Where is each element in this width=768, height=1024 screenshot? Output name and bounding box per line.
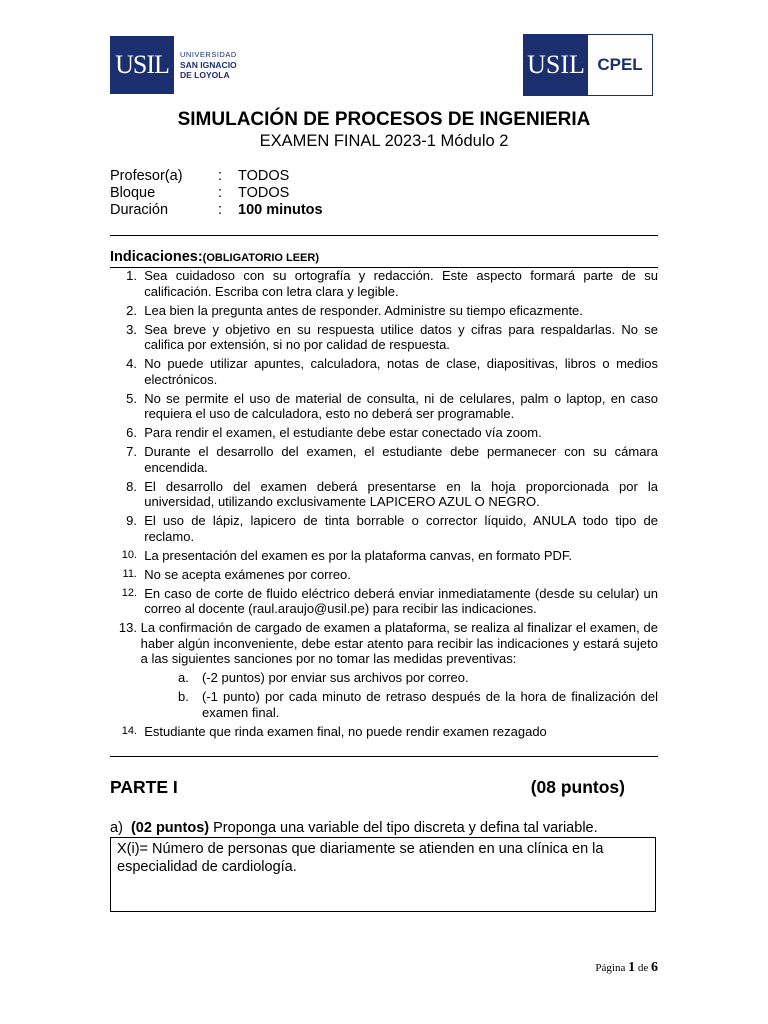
exam-meta xyxy=(110,168,323,219)
divider xyxy=(110,756,658,757)
page-footer: Página 1 de 6 xyxy=(595,960,658,975)
list-item: 11. No se acepta exámenes por correo. xyxy=(122,566,351,582)
divider xyxy=(110,235,658,236)
list-item: 6. Para rendir el examen, el estudiante debe estar conectado vía zoom. xyxy=(126,425,542,440)
exam-title: SIMULACIÓN DE PROCESOS DE INGENIERIA xyxy=(177,109,591,130)
list-sub-item: a. (-2 puntos) por enviar sus archivos por correo. xyxy=(178,670,469,685)
list-item: 9. El uso de lápiz, lapicero de tinta borrable o corrector líquido, ANULA todo tipo de reclamo. xyxy=(126,513,658,544)
list-item: 5. No se permite el uso de material de consulta, ni de celulares, palm o laptop, en caso requiera el uso de calculadora, esto no deberá ser programable. xyxy=(126,390,658,421)
indicaciones-list xyxy=(110,268,658,743)
meta-row-duracion: Duración : 100 minutos xyxy=(110,202,323,218)
meta-row-bloque: Bloque : TODOS xyxy=(110,185,290,201)
indicaciones-title: Indicaciones:(OBLIGATORIO LEER) xyxy=(110,249,319,265)
cpel-logo-mark: USIL xyxy=(524,35,588,95)
list-item: 1. Sea cuidadoso con su ortografía y redacción. Este aspecto formará parte de su calificación. Escriba con letra clara y legible. xyxy=(126,268,658,299)
parte-heading xyxy=(110,777,625,798)
list-item: 12. En caso de corte de fluido eléctrico deberá enviar inmediatamente (desde su celular) un correo al docente (raul.araujo@usil.pe) para recibir las indicaciones. xyxy=(121,585,658,616)
exam-subtitle: EXAMEN FINAL 2023-1 Módulo 2 xyxy=(259,132,509,150)
list-item: 2. Lea bien la pregunta antes de responder. Administre su tiempo eficazmente. xyxy=(126,302,583,318)
parte-points: (08 puntos) xyxy=(530,777,625,797)
list-sub-item: b. (-1 punto) por cada minuto de retraso después de la hora de finalización del examen final. xyxy=(178,689,658,720)
list-item: 14. Estudiante que rinda examen final, no puede rendir examen rezagado xyxy=(121,723,547,739)
meta-row-profesor: Profesor(a) : TODOS xyxy=(110,168,290,184)
usil-logo-text: UNIVERSIDAD SAN IGNACIO DE LOYOLA xyxy=(180,50,237,80)
answer-box[interactable]: X(i)= Número de personas que diariamente se atienden en una clínica en la especialidad de cardiología. xyxy=(110,837,656,912)
usil-logo-mark: USIL xyxy=(110,36,174,94)
list-item: 10. La presentación del examen es por la plataforma canvas, en formato PDF. xyxy=(121,547,573,563)
cpel-logo xyxy=(523,34,653,96)
list-item: 4. No puede utilizar apuntes, calculadora, notas de clase, diapositivas, libros o medios electrónicos. xyxy=(126,356,658,387)
usil-logo xyxy=(110,36,237,94)
list-item: 7. Durante el desarrollo del examen, el estudiante debe permanecer con su cámara encendida. xyxy=(126,444,658,475)
list-item: 3. Sea breve y objetivo en su respuesta utilice datos y cifras para respaldarlas. No se califica por extensión, si no por calidad de respuesta. xyxy=(126,321,658,352)
cpel-logo-label: CPEL xyxy=(597,55,643,74)
list-item: 13. La confirmación de cargado de examen a plataforma, se realiza al finalizar el examen, de haber algún inconveniente, debe estar atento para recibir las indicaciones y estará sujeto a las siguientes sanciones por no tomar las medidas preventivas: xyxy=(118,620,658,666)
question-a: a) (02 puntos) Proponga una variable del tipo discreta y defina tal variable. xyxy=(110,820,598,836)
parte-label: PARTE I xyxy=(110,777,178,797)
list-item: 8. El desarrollo del examen deberá presentarse en la hoja proporcionada por la universidad, utilizando exclusivamente LAPICERO AZUL O NEGRO. xyxy=(126,478,658,509)
